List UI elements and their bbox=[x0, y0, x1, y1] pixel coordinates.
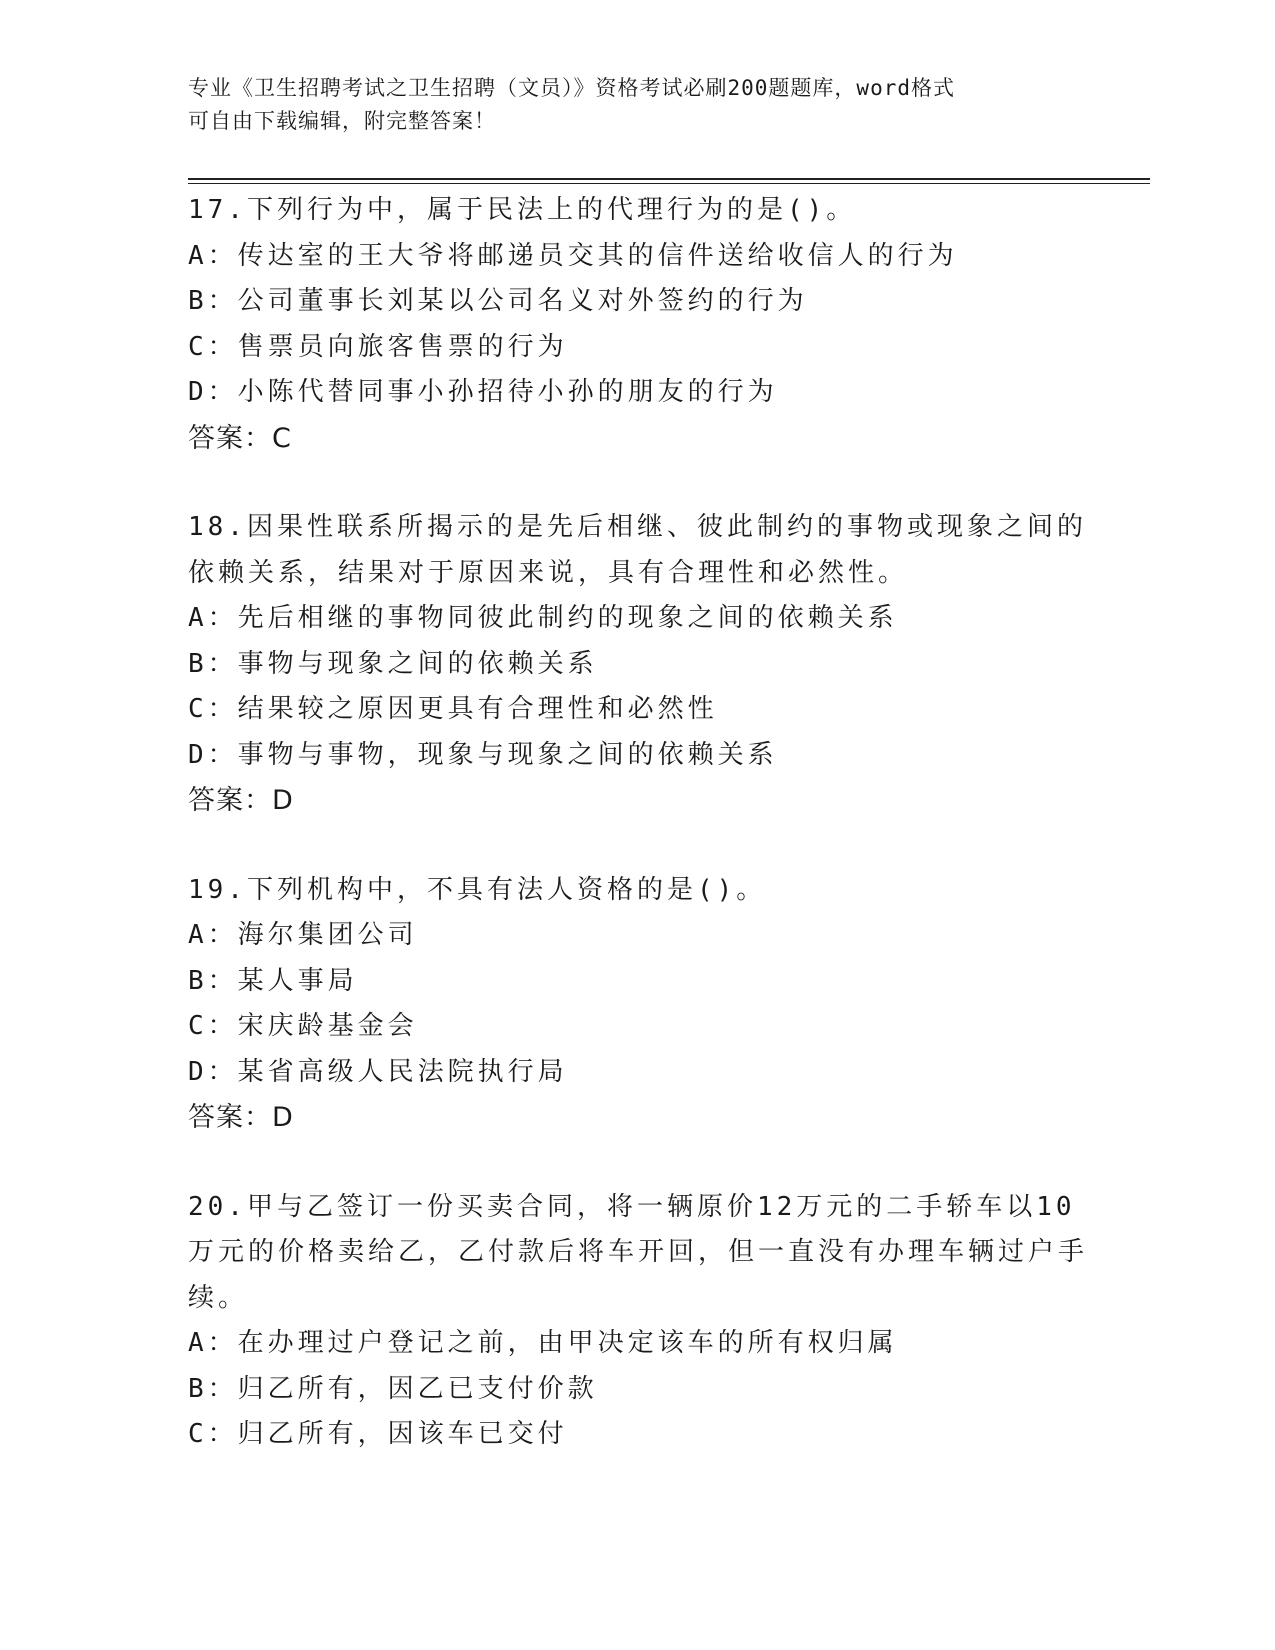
header-line-2: 可自由下载编辑，附完整答案！ bbox=[188, 109, 496, 133]
option-c: C：宋庆龄基金会 bbox=[188, 1011, 418, 1041]
option-a: A：在办理过户登记之前，由甲决定该车的所有权归属 bbox=[188, 1328, 898, 1358]
document-header bbox=[188, 72, 1088, 138]
option-a: A：先后相继的事物同彼此制约的现象之间的依赖关系 bbox=[188, 603, 898, 633]
option-a: A：海尔集团公司 bbox=[188, 920, 418, 950]
question-17 bbox=[188, 188, 1088, 461]
question-20 bbox=[188, 1185, 1088, 1458]
option-b: B：公司董事长刘某以公司名义对外签约的行为 bbox=[188, 286, 808, 316]
option-b: B：某人事局 bbox=[188, 965, 358, 996]
option-a: A：传达室的王大爷将邮递员交其的信件送给收信人的行为 bbox=[188, 240, 958, 271]
answer-label: 答案：D bbox=[188, 785, 294, 816]
option-b: B：归乙所有，因乙已支付价款 bbox=[188, 1373, 598, 1404]
answer-label: 答案：D bbox=[188, 1102, 294, 1133]
question-18 bbox=[188, 505, 1088, 824]
question-text: 17.下列行为中，属于民法上的代理行为的是()。 bbox=[188, 195, 857, 225]
question-list bbox=[188, 188, 1088, 1502]
header-divider-thin bbox=[188, 183, 1150, 184]
question-text: 18.因果性联系所揭示的是先后相继、彼此制约的事物或现象之间的依赖关系，结果对于原因来说，具有合理性和必然性。 bbox=[188, 512, 1087, 588]
option-d: D：事物与事物，现象与现象之间的依赖关系 bbox=[188, 739, 778, 770]
header-divider-thick bbox=[188, 178, 1150, 180]
question-text: 20.甲与乙签订一份买卖合同，将一辆原价12万元的二手轿车以10万元的价格卖给乙，乙付款后将车开回，但一直没有办理车辆过户手续。 bbox=[188, 1191, 1089, 1313]
option-d: D：某省高级人民法院执行局 bbox=[188, 1056, 568, 1087]
header-line-1: 专业《卫生招聘考试之卫生招聘（文员）》资格考试必刷200题题库，word格式 bbox=[188, 76, 955, 100]
question-text: 19.下列机构中，不具有法人资格的是()。 bbox=[188, 874, 767, 905]
answer-label: 答案：C bbox=[188, 422, 292, 454]
option-c: C：售票员向旅客售票的行为 bbox=[188, 331, 568, 362]
option-d: D：小陈代替同事小孙招待小孙的朋友的行为 bbox=[188, 377, 778, 407]
question-19 bbox=[188, 868, 1088, 1141]
option-c: C：结果较之原因更具有合理性和必然性 bbox=[188, 694, 718, 724]
option-c: C：归乙所有，因该车已交付 bbox=[188, 1419, 568, 1449]
option-b: B：事物与现象之间的依赖关系 bbox=[188, 648, 598, 679]
